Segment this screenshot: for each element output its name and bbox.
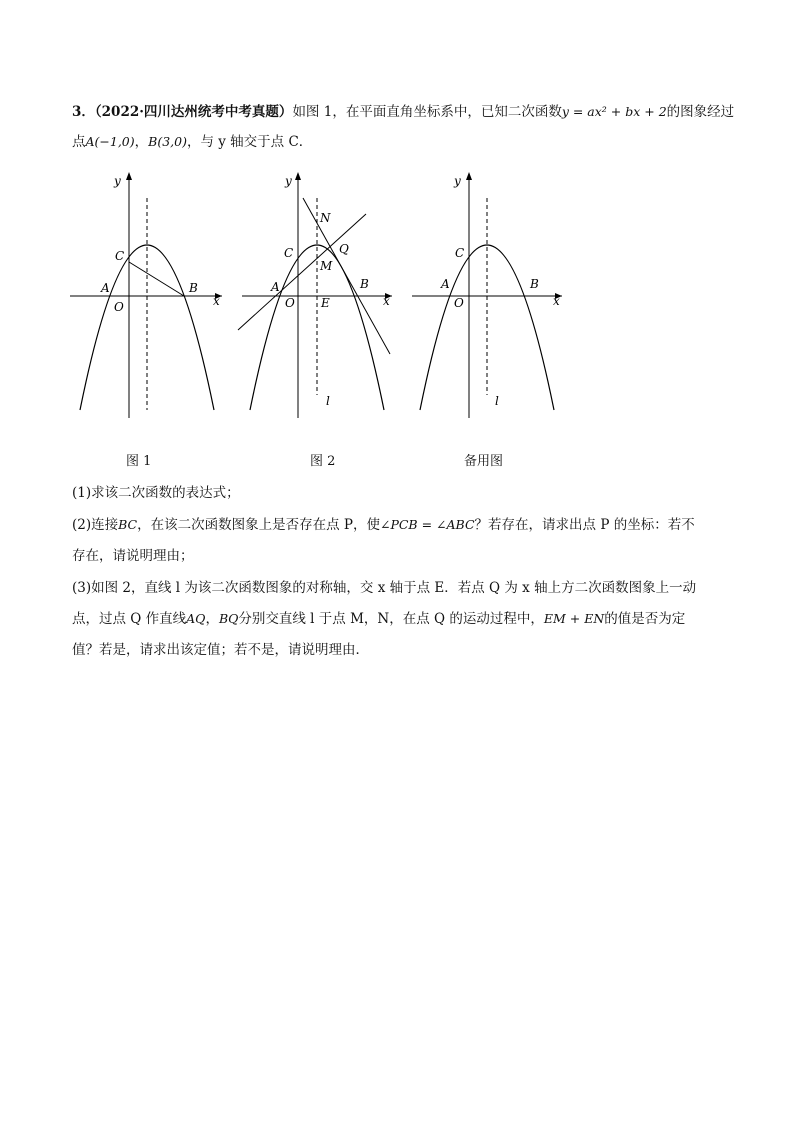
fig2-label-l: l	[326, 394, 330, 408]
fig1-label-b: B	[189, 281, 198, 295]
fig3-label-x: x	[553, 294, 560, 308]
quadratic-equation: y = ax² + bx + 2	[561, 104, 667, 119]
problem-line2-tail: ，与 y 轴交于点 C．	[186, 134, 313, 150]
q3-text-a: 点，过点 Q 作直线	[72, 611, 187, 627]
q3-line-aq: AQ	[186, 611, 206, 626]
fig1-y-arrow	[126, 172, 132, 180]
fig2-label-b: B	[360, 277, 369, 291]
fig3-label-b: B	[530, 277, 539, 291]
fig3-label-y: y	[454, 174, 461, 188]
separator: ，	[134, 134, 149, 150]
question-3-line2	[72, 609, 685, 629]
fig3-label-c: C	[455, 246, 465, 260]
point-prefix: 点	[72, 134, 86, 150]
q2-text-c: ，在该二次函数图象上是否存在点 P，使	[137, 517, 380, 533]
fig3-y-arrow	[466, 172, 472, 180]
fig1-segment-cb	[129, 262, 184, 296]
fig2-label-a: A	[271, 280, 280, 294]
fig2-label-x: x	[383, 294, 390, 308]
problem-statement-line1	[72, 102, 734, 122]
fig2-y-arrow	[295, 172, 301, 180]
q3-sum-em-en: EM + EN	[543, 611, 605, 626]
fig2-label-q: Q	[339, 242, 349, 256]
fig2-label-m: M	[320, 259, 333, 273]
figure-1	[70, 172, 222, 418]
caption-figure-2: 图 2	[310, 454, 336, 469]
fig1-label-x: x	[213, 294, 220, 308]
question-3-line3: 值？若是，请求出该定值；若不是，请说明理由．	[72, 642, 369, 658]
problem-intro: 如图 1，在平面直角坐标系中，已知二次函数	[292, 104, 562, 120]
fig3-label-o: O	[454, 296, 464, 310]
question-2-line1	[72, 515, 695, 535]
fig1-label-c: C	[115, 249, 125, 263]
fig2-label-c: C	[284, 246, 294, 260]
fig2-label-y: y	[285, 174, 292, 188]
problem-statement-line2	[72, 132, 312, 152]
problem-number: 3．	[72, 104, 95, 120]
question-1: (1)求该二次函数的表达式；	[72, 485, 240, 501]
figure-3	[412, 172, 562, 418]
q3-text-e: 分别交直线 l 于点 M，N，在点 Q 的运动过程中，	[238, 611, 544, 627]
q2-text-a: (2)连接	[72, 517, 119, 533]
q3-line-bq: BQ	[218, 611, 239, 626]
q2-angle-condition: ∠PCB = ∠ABC	[379, 517, 475, 532]
fig3-label-a: A	[441, 277, 450, 291]
fig2-line-aq	[238, 214, 366, 330]
fig1-label-o: O	[114, 300, 124, 314]
figure-2	[238, 172, 392, 418]
question-2-line2: 存在，请说明理由；	[72, 548, 194, 564]
q3-text-g: 的值是否为定	[604, 611, 686, 627]
fig1-label-a: A	[101, 281, 110, 295]
fig1-label-y: y	[114, 174, 121, 188]
q2-segment-bc: BC	[118, 517, 138, 532]
fig2-label-n: N	[320, 211, 331, 225]
caption-figure-3: 备用图	[464, 454, 504, 469]
question-3-line1: (3)如图 2，直线 l 为该二次函数图象的对称轴，交 x 轴于点 E．若点 Q 为 x 轴上方二次函数图象上一动	[72, 580, 697, 596]
point-b: B(3,0)	[148, 134, 187, 149]
problem-intro-tail: 的图象经过	[666, 104, 735, 120]
problem-source: （2022·四川达州统考中考真题）	[94, 104, 293, 120]
q2-text-e: ？若存在，请求出点 P 的坐标：若不	[474, 517, 695, 533]
fig3-label-l: l	[495, 394, 499, 408]
q3-text-c: ，	[205, 611, 219, 627]
point-a: A(−1,0)	[85, 134, 135, 149]
fig2-label-o: O	[285, 296, 295, 310]
fig2-label-e: E	[321, 296, 330, 310]
caption-figure-1: 图 1	[126, 454, 152, 469]
fig2-line-bq	[303, 198, 390, 354]
figures	[60, 160, 580, 435]
